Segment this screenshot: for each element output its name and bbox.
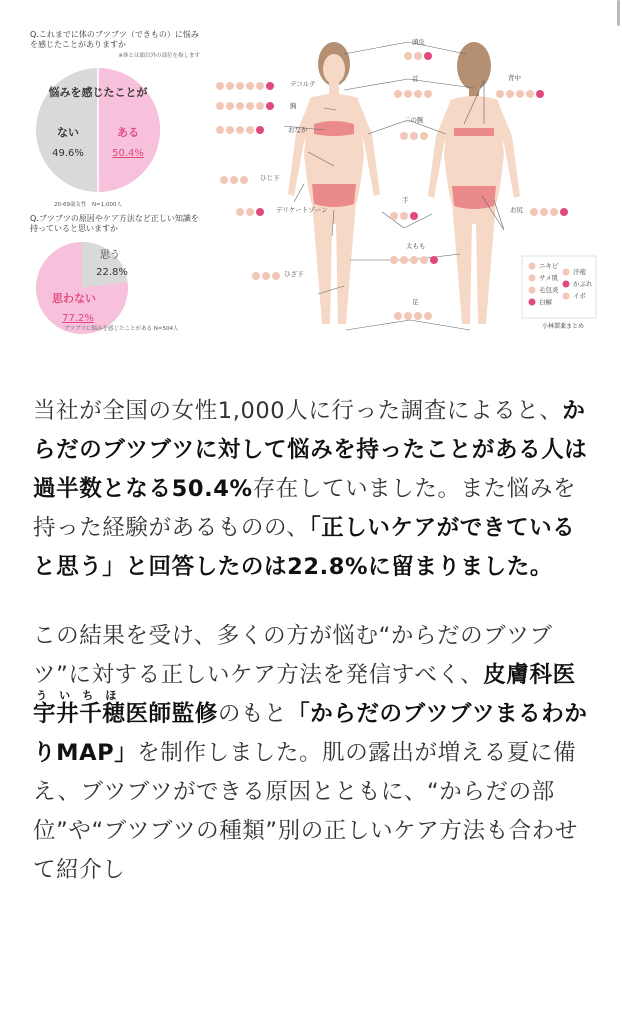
p2-text-a: この結果を受け、多くの方が悩む“からだのブツブツ”に対する正しいケア方法を発信すべく、 [33, 623, 553, 688]
article-body [33, 392, 593, 890]
legend-item-ringworm: 白癬 [539, 298, 552, 306]
body-map [184, 24, 600, 340]
q1-yes-value: 50.4% [112, 148, 144, 159]
article-paragraph-2 [33, 617, 593, 890]
q2-yes-value: 22.8% [96, 267, 128, 278]
p2-supervision: 医師監修 [125, 701, 218, 727]
label-upper-arm: 二の腕 [404, 116, 424, 124]
p1-bold-b: からだのブツブツに対して悩みを持ったことがある人は過半数となる50.4% [33, 398, 588, 502]
q1-no-value: 49.6% [52, 148, 84, 159]
q2-yes-label: 思う [100, 250, 120, 261]
legend-item-acne: ニキビ [539, 262, 559, 270]
label-thigh: 太もも [406, 242, 426, 250]
p1-text-a: 当社が全国の女性1,000人に行った調査によると、 [33, 398, 563, 424]
q1-center-label: 悩みを感じたことが [48, 86, 148, 99]
legend-item-wart: イボ [573, 292, 586, 300]
p1-text-c: 存在していました。また悩みを持った経験があるものの、 [33, 476, 577, 541]
legend-item-dyshidrosis: 汗疱 [573, 268, 586, 276]
scrollbar[interactable] [617, 0, 620, 26]
label-neck: 首 [412, 75, 419, 83]
q2-no-value: 77.2% [62, 313, 94, 324]
q1-question: Q.これまでに体のブツブツ（できもの）に悩みを感じたことがありますか [30, 30, 199, 49]
label-buttocks: お尻 [510, 206, 523, 214]
p2-doctor-title: 皮膚科医 [483, 662, 576, 688]
q2-pie-chart [32, 238, 164, 334]
legend-item-sharkskin: サメ肌 [539, 274, 559, 282]
label-back: 背中 [508, 74, 521, 82]
q2-no-label: 思わない [52, 292, 96, 305]
q1-no-label: ない [57, 126, 79, 139]
article-paragraph-1 [33, 392, 593, 587]
p1-bold-d: 「正しいケアができていると思う」と回答したのは22.8%に留まりました。 [33, 515, 576, 580]
label-belly: おなか [288, 126, 308, 134]
q1-sample: 20-69歳女性 N=1,000人 [54, 202, 122, 208]
back-figure-illustration [428, 42, 520, 324]
p2-text-d: のもと [217, 701, 288, 727]
q2-question: Q.ブツブツの原因やケア方法など正しい知識を持っていると思いますか [30, 214, 199, 233]
q1-note: ※体とは顔以外の部位を指します [118, 53, 200, 59]
legend-item-rash: かぶれ [573, 280, 593, 288]
map-credit: 小林製薬まとめ [542, 323, 585, 330]
q2-sample: ブツブツに悩みを感じたことがある N=504人 [64, 326, 179, 332]
symptom-legend [522, 256, 596, 318]
q1-pie-chart [32, 64, 164, 196]
label-delicate: デリケートゾーン [276, 206, 328, 214]
legend-item-folliculitis: 毛包炎 [539, 286, 559, 294]
p2-text-f: を制作しました。肌の露出が増える夏に備え、ブツブツができる原因とともに、“からだの部位”や“ブツブツの種類”別の正しいケア方法も合わせて紹介し [33, 740, 578, 883]
doctor-name: 宇う井い千ち穂ほ [33, 689, 126, 727]
survey-infographic [28, 24, 600, 340]
label-knee: ひざ下 [284, 270, 304, 278]
survey-panel [28, 24, 208, 340]
p2-map-title: 「からだのブツブツまるわかりMAP」 [33, 701, 588, 766]
label-foot: 足 [412, 298, 419, 306]
label-elbow: ひじ下 [260, 174, 280, 182]
label-scalp: 頭皮 [412, 38, 425, 46]
q1-yes-label: ある [117, 126, 139, 139]
q2-yes-slice [82, 242, 128, 288]
label-hand: 手 [402, 196, 409, 204]
label-chest: 胸 [290, 102, 297, 110]
label-decollete: デコルテ [290, 80, 316, 88]
